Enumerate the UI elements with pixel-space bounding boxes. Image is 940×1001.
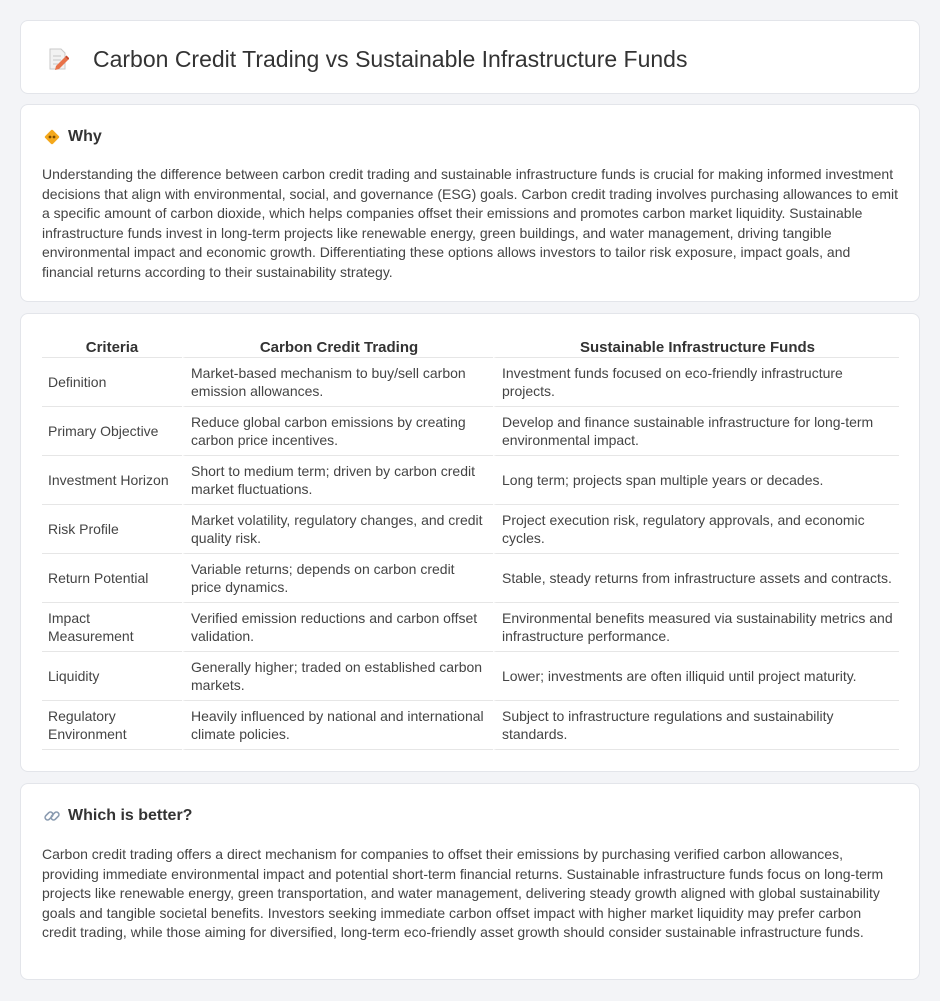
comparison-card — [20, 313, 920, 772]
table-row — [42, 603, 899, 652]
table-row — [42, 456, 899, 505]
better-heading-row — [43, 804, 192, 828]
row-carbon-credit-value: Short to medium term; driven by carbon credit market fluctuations. — [182, 456, 493, 505]
table-row — [42, 554, 899, 603]
better-body: Carbon credit trading offers a direct mechanism for companies to offset their emissions by purchasing verified carbon allowances, providing immediate environmental impact and potential short-term financial returns. Sustainable infrastructure funds focus on long-term projects like renewable energy, green transportation, and water management, delivering steady growth aligned with global sustainability goals and tangible societal benefits. Investors seeking immediate carbon offset impact with higher market liquidity may prefer carbon credit trading, while those aiming for diversified, long-term eco-friendly asset growth should consider sustainable infrastructure funds. — [42, 846, 884, 940]
better-heading: Which is better? — [68, 807, 193, 824]
row-carbon-credit-value: Generally higher; traded on established carbon markets. — [182, 652, 493, 701]
column-header-carbon-credit: Carbon Credit Trading — [182, 335, 493, 358]
table-row — [42, 358, 899, 407]
table-header-row — [42, 335, 899, 358]
which-is-better-section — [20, 783, 920, 980]
header-card — [20, 20, 920, 94]
row-criteria: Return Potential — [42, 554, 182, 603]
row-infrastructure-value: Long term; projects span multiple years or decades. — [493, 456, 899, 505]
row-carbon-credit-value: Reduce global carbon emissions by creating carbon price incentives. — [182, 407, 493, 456]
link-icon — [43, 807, 61, 825]
row-infrastructure-value: Project execution risk, regulatory approvals, and economic cycles. — [493, 505, 899, 554]
document-pencil-icon — [47, 47, 69, 71]
row-carbon-credit-value: Heavily influenced by national and international climate policies. — [182, 701, 493, 750]
row-infrastructure-value: Environmental benefits measured via sustainability metrics and infrastructure performance. — [493, 603, 899, 652]
row-infrastructure-value: Develop and finance sustainable infrastructure for long-term environmental impact. — [493, 407, 899, 456]
row-criteria: Definition — [42, 358, 182, 407]
row-criteria: Impact Measurement — [42, 603, 182, 652]
row-carbon-credit-value: Variable returns; depends on carbon credit price dynamics. — [182, 554, 493, 603]
row-criteria: Primary Objective — [42, 407, 182, 456]
row-infrastructure-value: Stable, steady returns from infrastructure assets and contracts. — [493, 554, 899, 603]
why-heading-row — [43, 125, 102, 149]
row-criteria: Liquidity — [42, 652, 182, 701]
row-infrastructure-value: Lower; investments are often illiquid until project maturity. — [493, 652, 899, 701]
page-title: Carbon Credit Trading vs Sustainable Infrastructure Funds — [93, 46, 688, 72]
comparison-table — [42, 335, 899, 750]
table-row — [42, 701, 899, 750]
row-carbon-credit-value: Market-based mechanism to buy/sell carbon emission allowances. — [182, 358, 493, 407]
row-carbon-credit-value: Verified emission reductions and carbon offset validation. — [182, 603, 493, 652]
why-heading: Why — [68, 128, 102, 145]
table-row — [42, 407, 899, 456]
row-infrastructure-value: Subject to infrastructure regulations and sustainability standards. — [493, 701, 899, 750]
row-criteria: Investment Horizon — [42, 456, 182, 505]
table-row — [42, 505, 899, 554]
row-criteria: Regulatory Environment — [42, 701, 182, 750]
why-section — [20, 104, 920, 302]
why-body: Understanding the difference between carbon credit trading and sustainable infrastructure funds is crucial for making informed investment decisions that align with environmental, social, and governance (ESG) goals. Carbon credit trading involves purchasing allowances to emit a specific amount of carbon dioxide, which helps companies offset their emissions and promotes carbon market liquidity. Sustainable infrastructure funds invest in long-term projects like renewable energy, green buildings, and water management, driving tangible environmental impact and economic growth. Differentiating these options allows investors to tailor risk exposure, impact goals, and financial returns according to their sustainability strategy. — [42, 166, 899, 280]
column-header-criteria: Criteria — [42, 335, 182, 358]
diamond-sign-icon — [43, 128, 61, 146]
row-carbon-credit-value: Market volatility, regulatory changes, and credit quality risk. — [182, 505, 493, 554]
row-criteria: Risk Profile — [42, 505, 182, 554]
column-header-infrastructure-funds: Sustainable Infrastructure Funds — [493, 335, 899, 358]
row-infrastructure-value: Investment funds focused on eco-friendly infrastructure projects. — [493, 358, 899, 407]
table-row — [42, 652, 899, 701]
